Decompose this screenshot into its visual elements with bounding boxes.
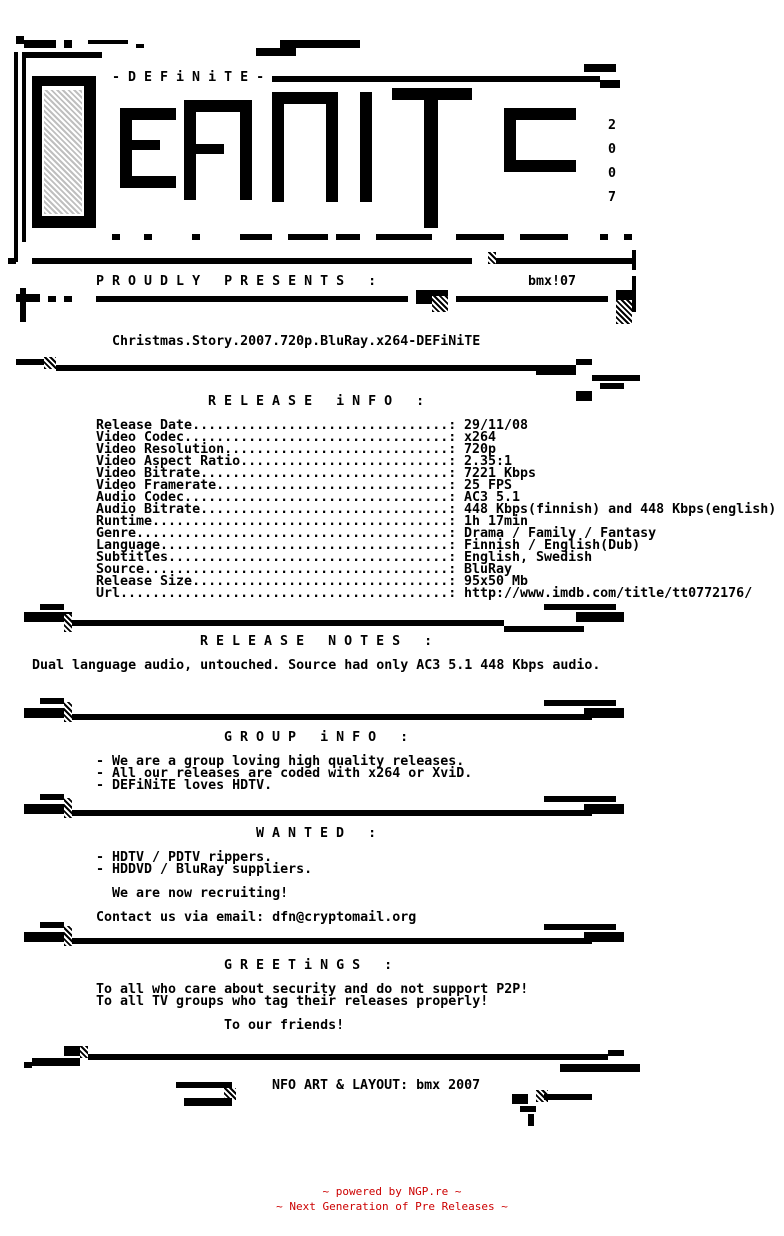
info-row-value: BluRay — [464, 562, 513, 577]
info-row-label: Video Aspect Ratio..........................: — [96, 454, 457, 469]
info-row-value: English, Swedish — [464, 550, 593, 565]
wanted-line: - HDTV / PDTV rippers. — [96, 850, 273, 865]
wanted-line: - HDDVD / BluRay suppliers. — [96, 862, 313, 877]
group-info-line: - DEFiNiTE loves HDTV. — [96, 778, 273, 793]
info-row-label: Runtime.....................................: — [96, 514, 457, 529]
info-row-value: 7221 Kbps — [464, 466, 537, 481]
info-row-label: Source......................................: — [96, 562, 457, 577]
group-tag: - D E F i N i T E - — [112, 70, 265, 85]
info-row-label: Video Codec.................................: — [96, 430, 457, 445]
info-row-value: 1h 17min — [464, 514, 529, 529]
recruiting-text: We are now recruiting! — [112, 886, 289, 901]
credits-text: NFO ART & LAYOUT: bmx 2007 — [272, 1078, 481, 1093]
release-notes-text: Dual language audio, untouched. Source had only AC3 5.1 448 Kbps audio. — [32, 658, 601, 673]
info-row-value: Drama / Family / Fantasy — [464, 526, 657, 541]
year-digit: 2 — [608, 118, 617, 133]
info-row-value: 25 FPS — [464, 478, 513, 493]
divider — [0, 694, 650, 734]
divider — [0, 918, 650, 958]
year-digit: 7 — [608, 190, 617, 205]
footer-powered-by[interactable]: ~ powered by NGP.re ~ — [322, 1185, 462, 1198]
group-info-line: - All our releases are coded with x264 or XviD. — [96, 766, 473, 781]
friends-text: To our friends! — [224, 1018, 345, 1033]
year-digit: 0 — [608, 142, 617, 157]
info-row-label: Video Bitrate...............................: — [96, 466, 457, 481]
info-row-value: 2.35:1 — [464, 454, 513, 469]
info-row-label: Genre.......................................: — [96, 526, 457, 541]
info-row-label: Audio Bitrate...............................: — [96, 502, 457, 517]
info-row-label: Release Size................................: — [96, 574, 457, 589]
info-row-label: Subtitles...................................: — [96, 550, 457, 565]
info-row-label: Release Date................................: — [96, 418, 457, 433]
info-row-label: Video Resolution............................: — [96, 442, 457, 457]
info-row-label: Url.........................................: — [96, 586, 457, 601]
info-row-label: Audio Codec.................................: — [96, 490, 457, 505]
info-row-value: 95x50 Mb — [464, 574, 529, 589]
greetings-heading: G R E E T i N G S : — [224, 958, 393, 973]
info-row-label: Video Framerate.............................: — [96, 478, 457, 493]
logo-art — [0, 0, 650, 330]
year-digit: 0 — [608, 166, 617, 181]
group-info-line: - We are a group loving high quality releases. — [96, 754, 465, 769]
group-info-heading: G R O U P i N F O : — [224, 730, 409, 745]
info-row-value: Finnish / English(Dub) — [464, 538, 641, 553]
info-row-label: Language....................................: — [96, 538, 457, 553]
info-row-value[interactable]: http://www.imdb.com/title/tt0772176/ — [464, 586, 753, 601]
info-row-value: 448 Kbps(finnish) and 448 Kbps(english) — [464, 502, 777, 517]
artist-tag: bmx!07 — [528, 274, 577, 289]
info-row-value: 29/11/08 — [464, 418, 529, 433]
info-row-value: 720p — [464, 442, 497, 457]
presents-label: P R O U D L Y P R E S E N T S : — [96, 274, 377, 289]
divider — [0, 790, 650, 830]
info-row-value: AC3 5.1 — [464, 490, 521, 505]
wanted-heading: W A N T E D : — [256, 826, 377, 841]
release-info-heading: R E L E A S E i N F O : — [208, 394, 425, 409]
contact-email: Contact us via email: dfn@cryptomail.org — [96, 910, 417, 925]
info-row-value: x264 — [464, 430, 497, 445]
greetings-line: To all who care about security and do not support P2P! — [96, 982, 529, 997]
release-name: Christmas.Story.2007.720p.BluRay.x264-DEFiNiTE — [112, 334, 481, 349]
greetings-line: To all TV groups who tag their releases properly! — [96, 994, 489, 1009]
footer-tagline: ~ Next Generation of Pre Releases ~ — [276, 1200, 508, 1213]
release-notes-heading: R E L E A S E N O T E S : — [200, 634, 433, 649]
